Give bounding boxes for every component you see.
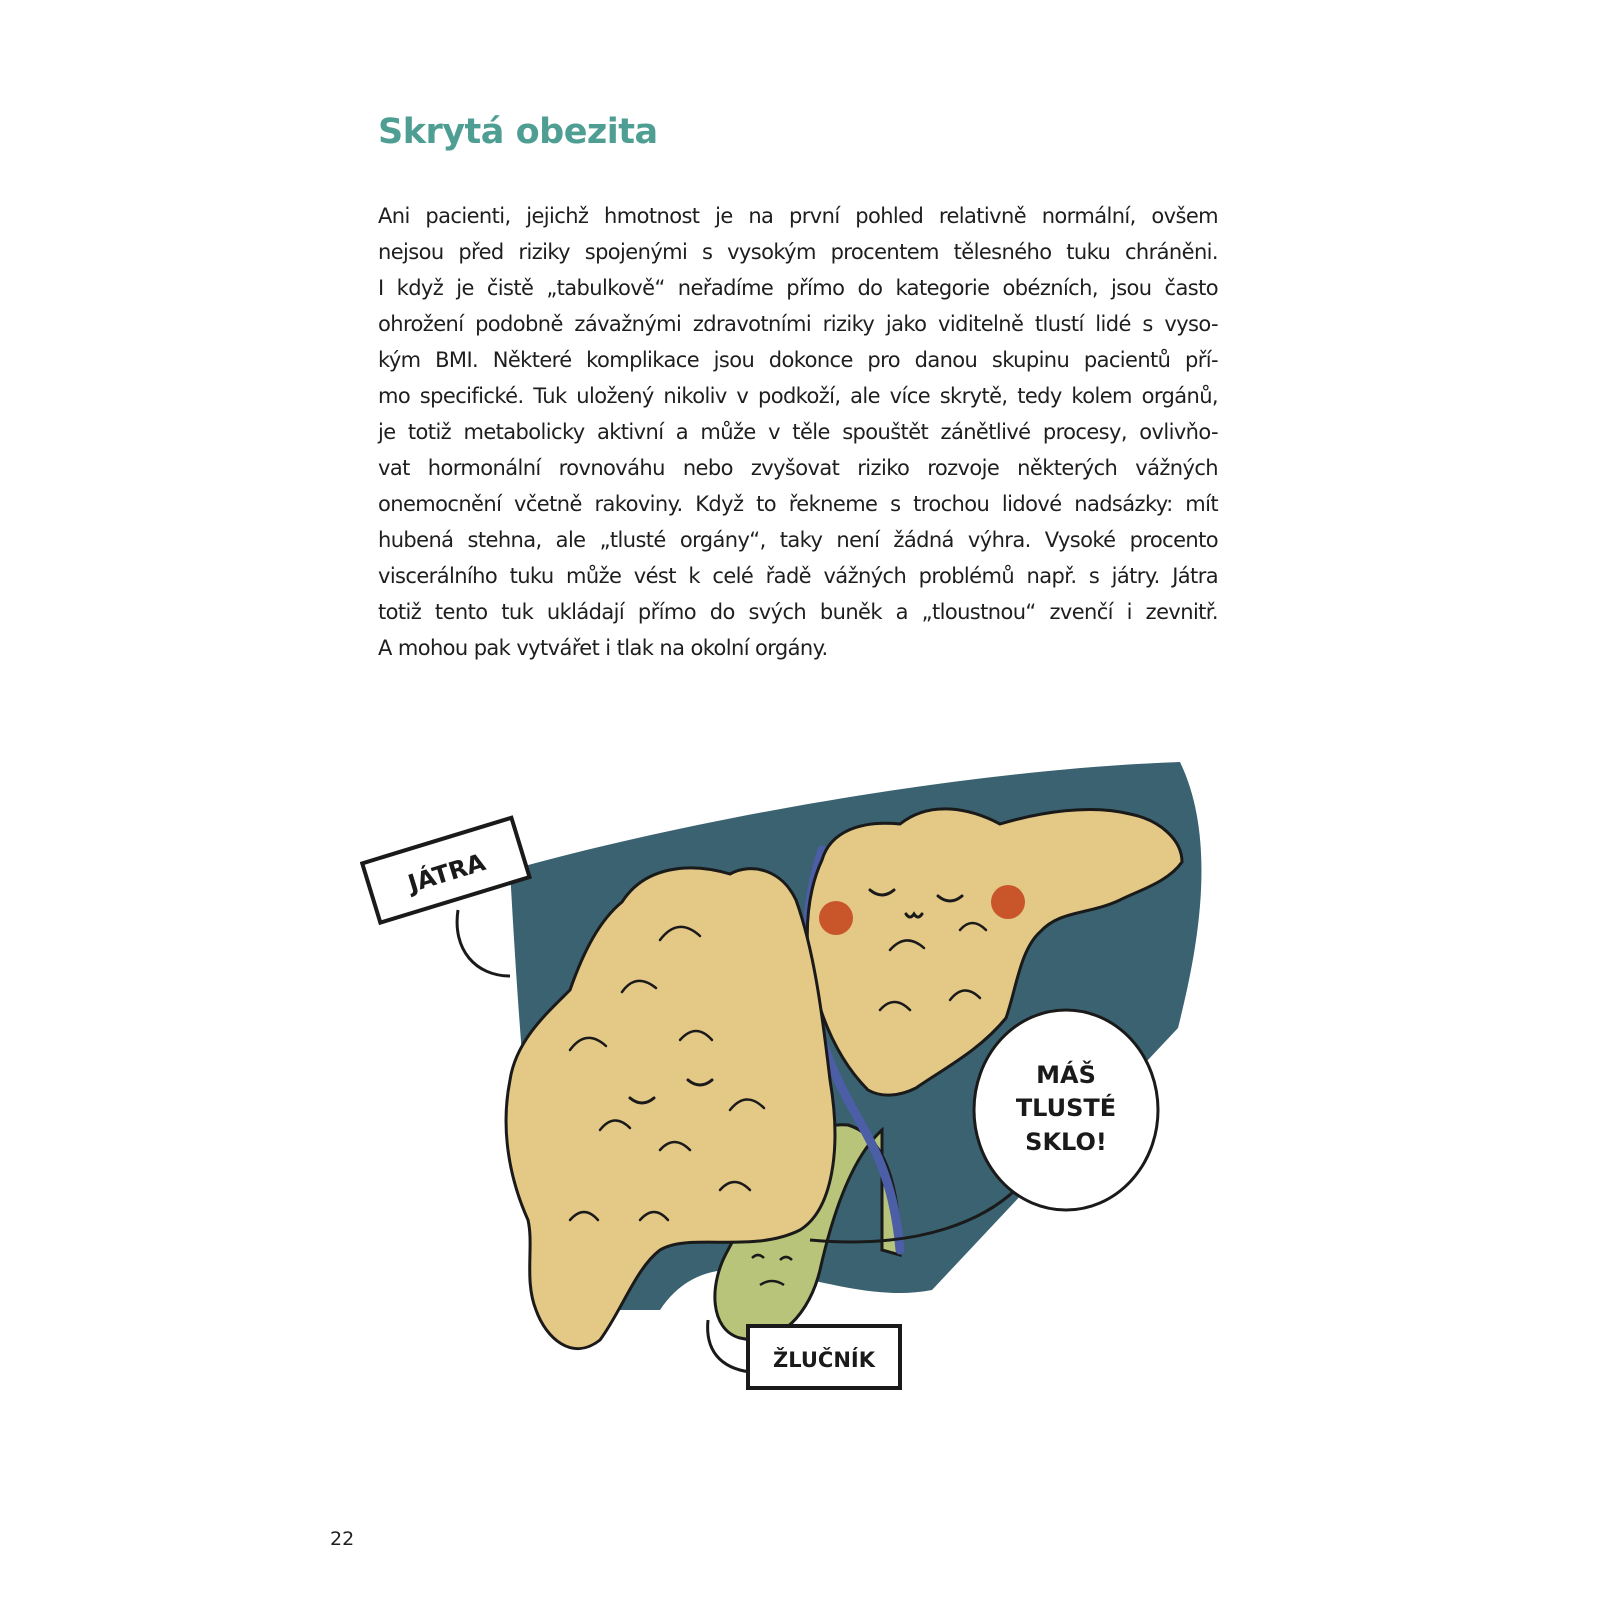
paragraph-line: vat hormonální rovnováhu nebo zvyšovat riziko rozvoje některých vážných	[378, 456, 1218, 480]
page-title: Skrytá obezita	[378, 112, 658, 152]
body-paragraph	[378, 198, 1218, 666]
liver-label	[362, 818, 529, 923]
speech-bubble-line: MÁŠ	[1036, 1061, 1096, 1089]
paragraph-line: Ani pacienti, jejichž hmotnost je na první pohled relativně normální, ovšem	[378, 204, 1218, 228]
speech-bubble-line: TLUSTÉ	[1015, 1094, 1117, 1122]
paragraph-line: ohrožení podobně závažnými zdravotními riziky jako viditelně tlustí lidé s vyso-	[378, 312, 1218, 336]
paragraph-line: nejsou před riziky spojenými s vysokým procentem tělesného tuku chráněni.	[378, 240, 1218, 264]
paragraph-line: A mohou pak vytvářet i tlak na okolní orgány.	[378, 636, 828, 660]
page-number: 22	[330, 1528, 355, 1550]
paragraph-line: onemocnění včetně rakoviny. Když to řekneme s trochou lidové nadsázky: mít	[378, 492, 1218, 516]
speech-bubble-line: SKLO!	[1025, 1128, 1107, 1156]
liver-cheek	[991, 885, 1025, 919]
liver-cheek	[819, 901, 853, 935]
paragraph-line: I když je čistě „tabulkově“ neřadíme přímo do kategorie obézních, jsou často	[378, 276, 1218, 300]
liver-label-pointer	[457, 910, 510, 976]
paragraph-line: totiž tento tuk ukládají přímo do svých buněk a „tloustnou“ zvenčí i zevnitř.	[378, 600, 1218, 624]
paragraph-line: kým BMI. Některé komplikace jsou dokonce pro danou skupinu pacientů pří-	[378, 348, 1218, 372]
paragraph-line: je totiž metabolicky aktivní a může v těle spouštět zánětlivé procesy, ovlivňo-	[378, 420, 1218, 444]
gallbladder-label-text: ŽLUČNÍK	[773, 1348, 875, 1372]
paragraph-line: mo specifické. Tuk uložený nikoliv v podkoží, ale více skrytě, tedy kolem orgánů,	[378, 384, 1218, 408]
paragraph-line: hubená stehna, ale „tlusté orgány“, taky není žádná výhra. Vysoké procento	[378, 528, 1218, 552]
liver-label-text: JÁTRA	[404, 848, 489, 899]
gallbladder-label	[748, 1326, 900, 1388]
liver-illustration-svg	[360, 750, 1240, 1440]
paragraph-line: viscerálního tuku může vést k celé řadě vážných problémů např. s játry. Játra	[378, 564, 1218, 588]
liver-illustration	[360, 750, 1240, 1440]
